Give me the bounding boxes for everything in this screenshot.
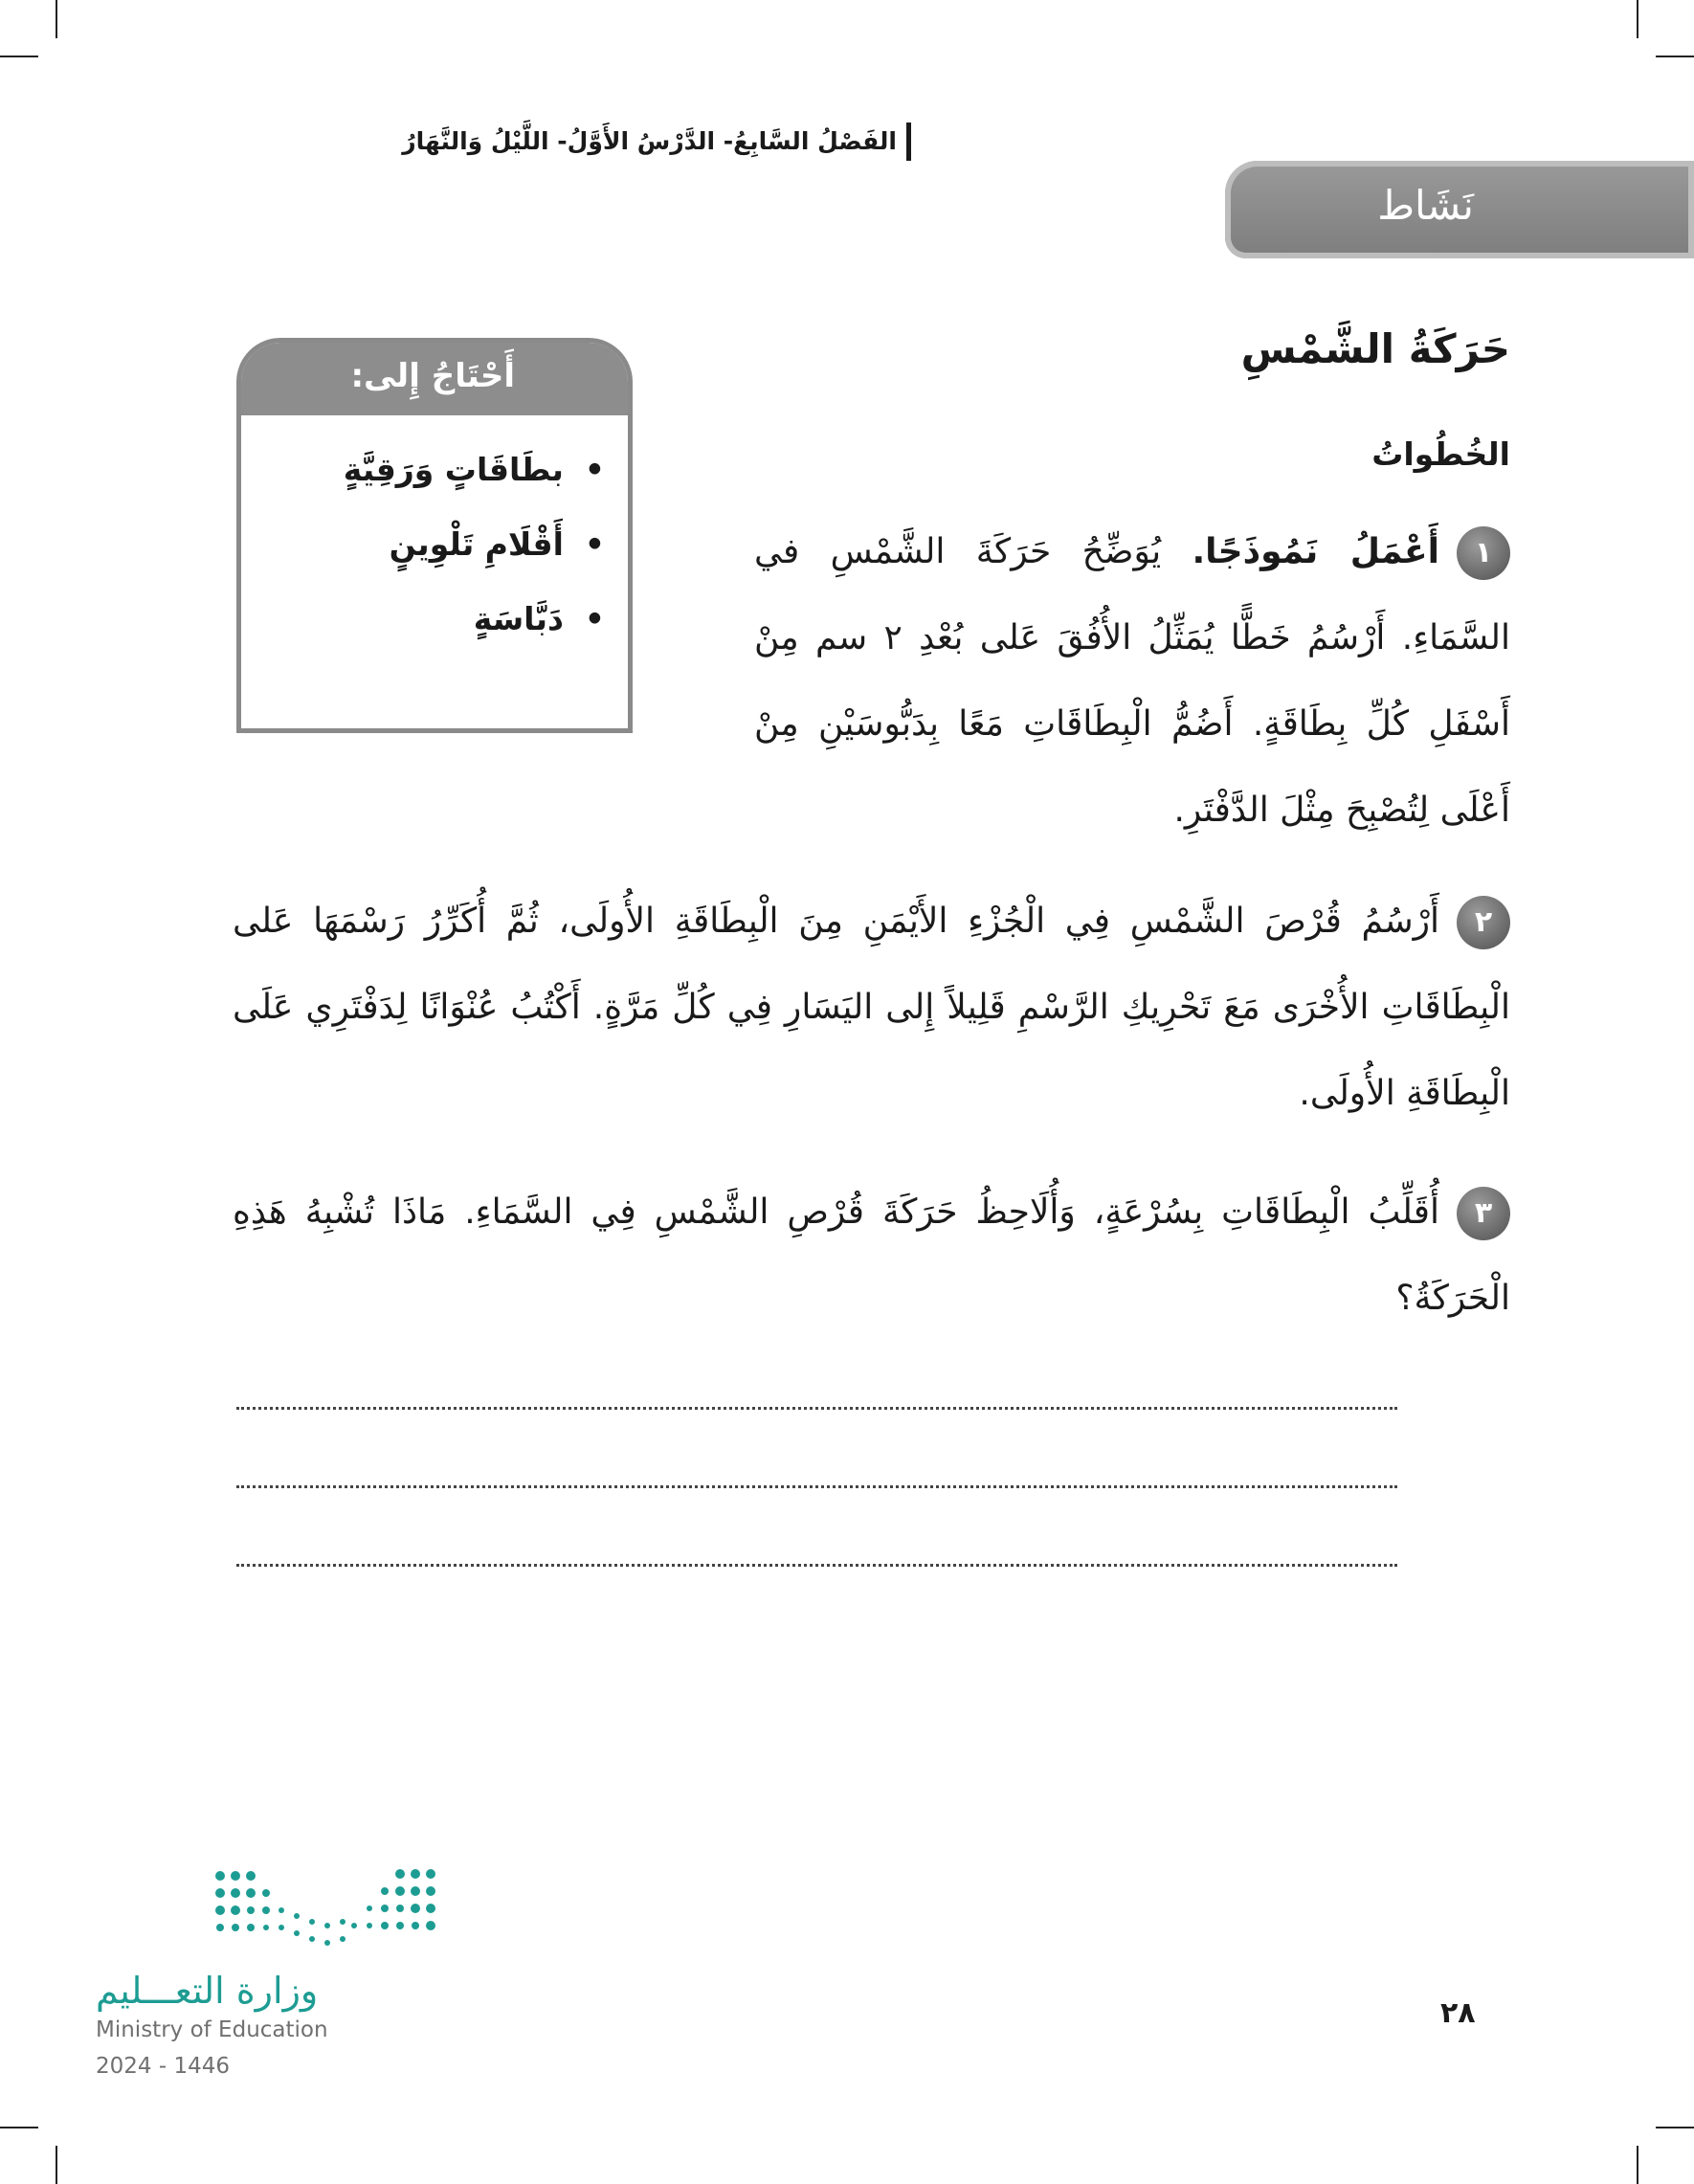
materials-item: • دَبَّاسَةٍ (241, 582, 605, 657)
step-number-badge: ٢ (1457, 896, 1510, 949)
page-number: ٢٨ (1440, 1996, 1476, 2030)
edition-year: 2024 - 1446 (96, 2054, 230, 2079)
crop-mark (56, 0, 57, 38)
crop-mark (0, 56, 38, 57)
answer-line[interactable] (236, 1564, 1397, 1567)
crop-mark (1637, 0, 1638, 38)
crop-mark (56, 2146, 57, 2184)
materials-list (241, 415, 628, 657)
crop-mark (1656, 2127, 1694, 2128)
ministry-name-arabic: وزارة التعـــليم (96, 1970, 319, 2012)
crop-mark (0, 2127, 38, 2128)
activity-tab-label: نَشَاط (1377, 182, 1474, 229)
materials-item: • أَقْلَامِ تَلْوِينٍ (241, 507, 605, 582)
activity-title: حَرَكَةُ الشَّمْسِ (1240, 325, 1510, 372)
step-1-lead: أَعْمَلُ نَمُوذَجًا. (1192, 532, 1439, 571)
answer-line[interactable] (236, 1485, 1397, 1488)
steps-heading: الخُطُواتُ (1371, 435, 1510, 473)
crop-mark (1656, 56, 1694, 57)
step-number-badge: ١ (1457, 526, 1510, 580)
materials-box (236, 338, 633, 733)
step-1-text: يُوَضِّحُ حَرَكَةَ الشَّمْسِ في السَّمَاءِ. أَرْسُمُ خَطًّا يُمَثِّلُ الأُفُقَ عَلى بُعْدِ ٢ سم مِنْ أَسْفَلِ كُلِّ بِطَاقَةٍ. أَضُمُّ الْبِطَاقَاتِ مَعًا بِدَبُّوسَيْنِ مِنْ أَعْلَى لِتُصْبِحَ مِثْلَ الدَّفْتَرِ. (754, 532, 1510, 830)
step-1 (754, 509, 1510, 854)
step-2-text: أَرْسُمُ قُرْصَ الشَّمْسِ فِي الْجُزْءِ الأَيْمَنِ مِنَ الْبِطَاقَةِ الأُولَى، ثُمَّ أُكَرِّرُ رَسْمَهَا عَلى الْبِطَاقَاتِ الأُخْرَى مَعَ تَحْرِيكِ الرَّسْمِ قَلِيلاً إِلى اليَسَارِ فِي كُلِّ مَرَّةٍ. أَكْتُبُ عُنْوَانًا لِدَفْتَرِي عَلَى الْبِطَاقَةِ الأُولَى. (233, 902, 1510, 1113)
answer-line[interactable] (236, 1407, 1397, 1410)
crop-mark (1637, 2146, 1638, 2184)
chapter-breadcrumb: الفَصْلُ السَّابِعُ- الدَّرْسُ الأَوَّلُ- اللَّيْلُ وَالنَّهَارُ (383, 123, 911, 161)
ministry-name-english: Ministry of Education (96, 2017, 328, 2042)
step-3 (233, 1170, 1510, 1342)
ministry-logo-icon (211, 1866, 450, 1952)
materials-heading: أَحْتَاجُ إِلى: (241, 343, 628, 415)
step-3-text: أُقَلِّبُ الْبِطَاقَاتِ بِسُرْعَةٍ، وَأُلَاحِظُ حَرَكَةَ قُرْصِ الشَّمْسِ فِي السَّمَاءِ. مَاذَا تُشْبِهُ هَذِهِ الْحَرَكَةُ؟ (233, 1192, 1510, 1318)
step-2 (233, 879, 1510, 1137)
step-number-badge: ٣ (1457, 1187, 1510, 1240)
materials-item: • بطَاقَاتٍ وَرَقِيَّةٍ (241, 433, 605, 507)
activity-tab (1225, 161, 1694, 258)
